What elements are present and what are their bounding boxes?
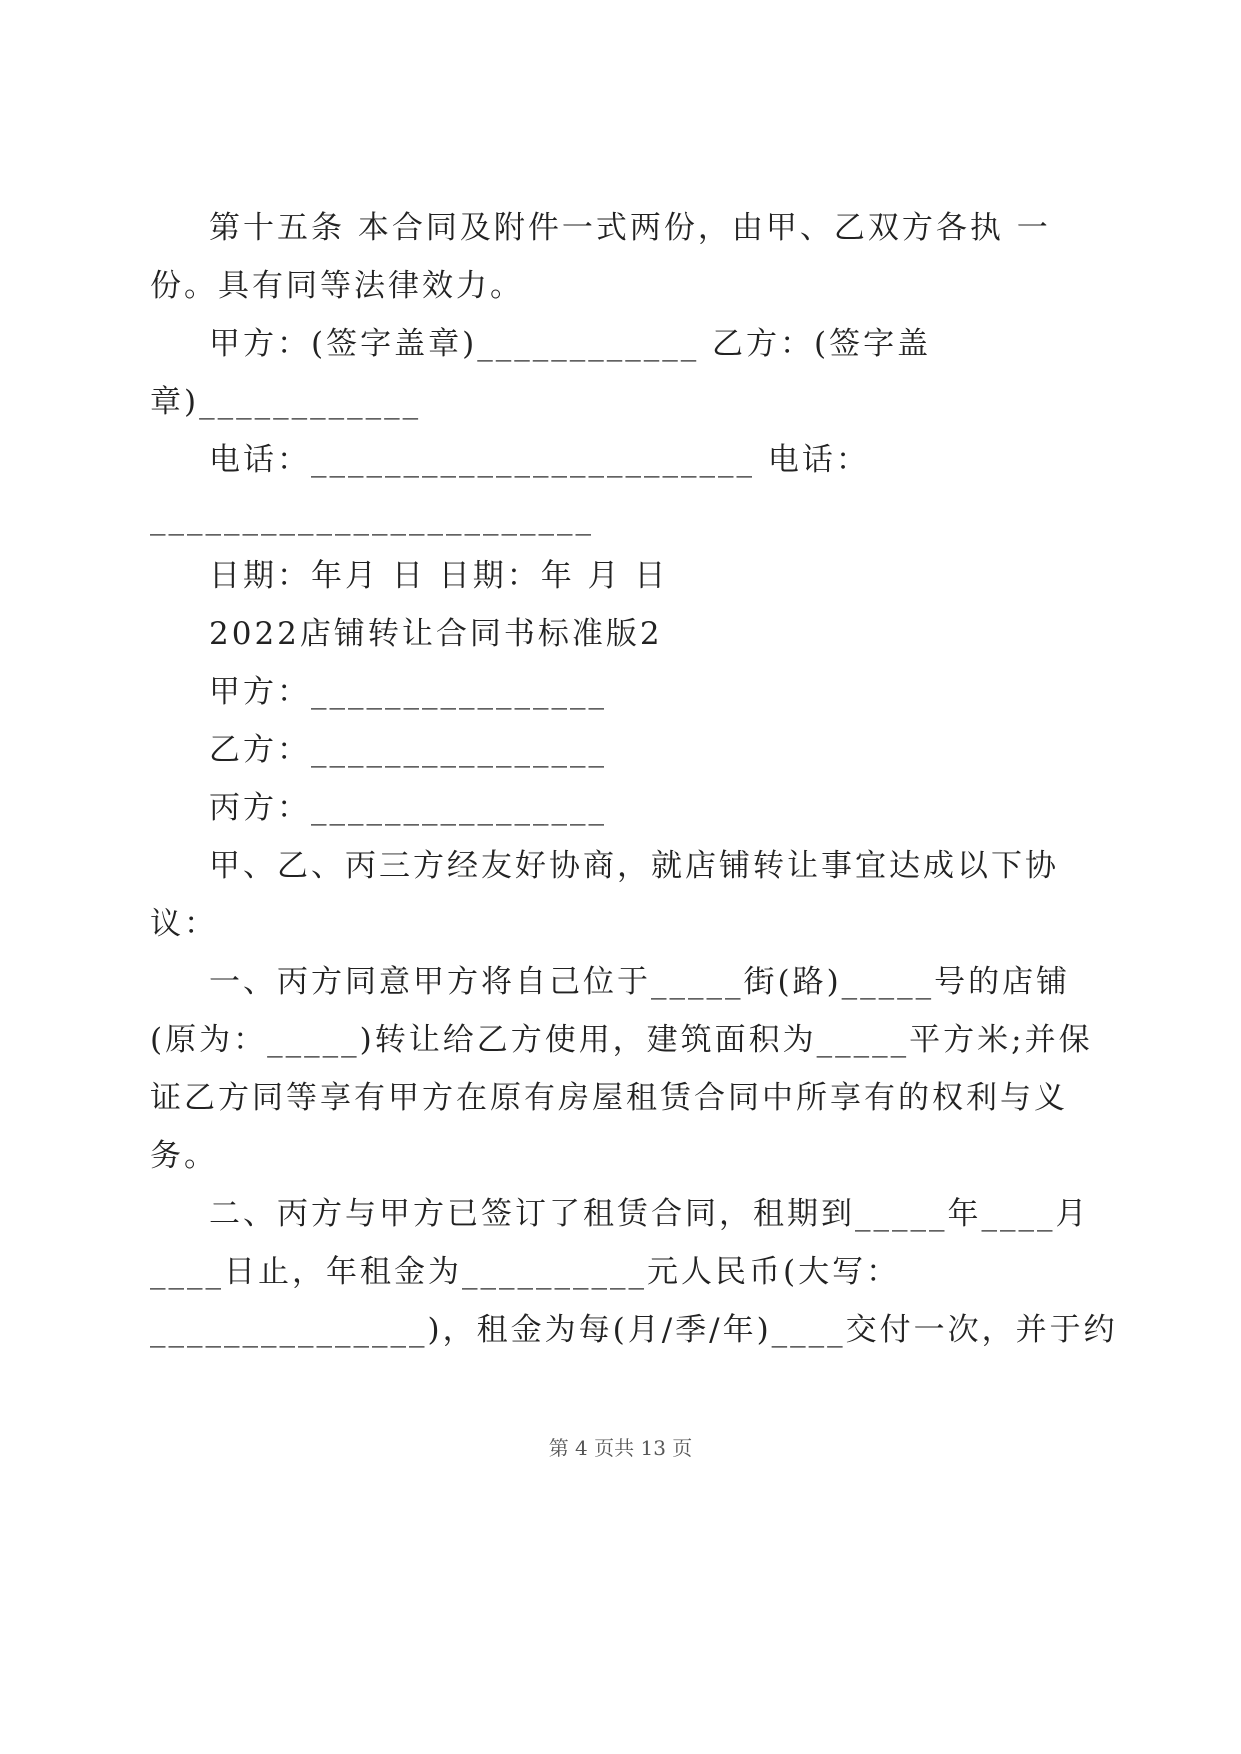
text-line: 甲方：________________ [209, 674, 607, 710]
text-line: 议： [150, 906, 218, 942]
text-line: 丙方：________________ [209, 790, 607, 826]
text-line: ____日止，年租金为__________元人民币(大写： [150, 1254, 901, 1290]
text-line: 甲、乙、丙三方经友好协商，就店铺转让事宜达成以下协 [209, 848, 1059, 884]
text-line: 二、丙方与甲方已签订了租赁合同，租期到_____年____月 [209, 1196, 1090, 1232]
text-line: 甲方：(签字盖章)____________ 乙方：(签字盖 [209, 326, 932, 362]
text-line: 务。 [150, 1138, 218, 1174]
text-line: 一、丙方同意甲方将自己位于_____街(路)_____号的店铺 [209, 964, 1071, 1000]
text-line: 证乙方同等享有甲方在原有房屋租赁合同中所享有的权利与义 [150, 1080, 1068, 1116]
text-line: _______________)，租金为每(月/季/年)____交付一次，并于约 [150, 1312, 1118, 1348]
text-line: ________________________ [150, 500, 594, 536]
text-line: 日期：年月 日 日期：年 月 日 [209, 558, 669, 594]
page-footer: 第 4 页共 13 页 [548, 1436, 693, 1460]
text-line: 电话：________________________ 电话： [209, 442, 870, 478]
text-line: 第十五条 本合同及附件一式两份，由甲、乙双方各执 一 [209, 210, 1051, 246]
text-line: 份。具有同等法律效力。 [150, 268, 524, 304]
section-title: 2022店铺转让合同书标准版2 [209, 616, 663, 652]
text-line: 乙方：________________ [209, 732, 607, 768]
text-line: (原为：_____)转让给乙方使用，建筑面积为_____平方米;并保 [150, 1022, 1093, 1058]
text-line: 章)____________ [150, 384, 422, 420]
